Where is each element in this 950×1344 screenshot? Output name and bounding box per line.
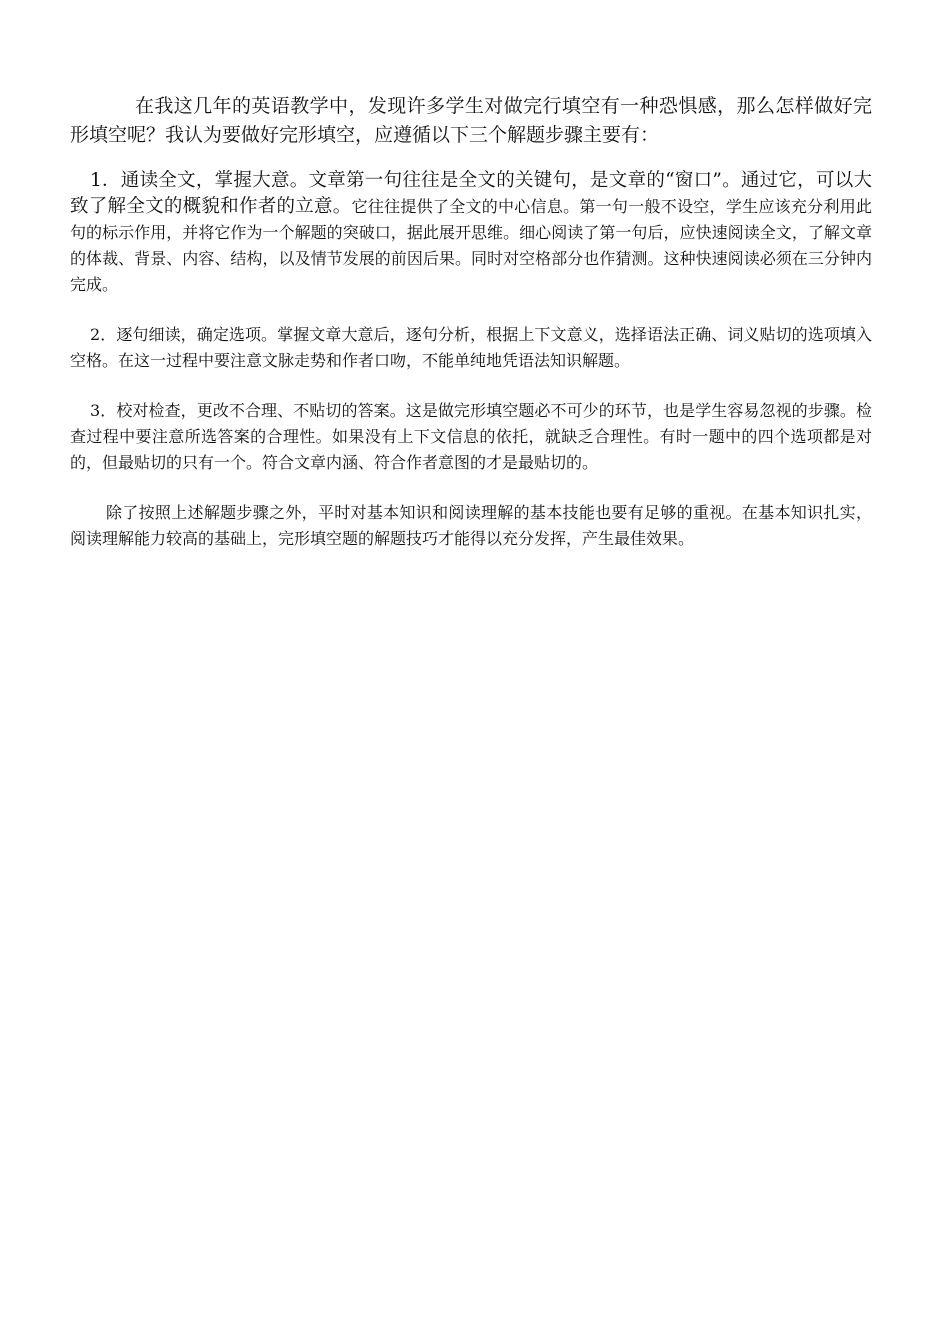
step-1-body: 它往往提供了全文的中心信息。第一句一般不设空，学生应该充分利用此句的标示作用，并将它作为一个解题的突破口，据此展开思维。细心阅读了第一句后，应快速阅读全文，了解文章的体裁、背景、内容、结构，以及情节发展的前因后果。同时对空格部分也作猜测。这种快速阅读必须在三分钟内完成。 xyxy=(70,197,872,294)
intro-paragraph: 在我这几年的英语教学中，发现许多学生对做完行填空有一种恐惧感，那么怎样做好完形填空呢？我认为要做好完形填空，应遵循以下三个解题步骤主要有： xyxy=(70,95,872,146)
document-page xyxy=(70,92,872,552)
step-2-paragraph: 2．逐句细读，确定选项。掌握文章大意后，逐句分析，根据上下文意义，选择语法正确、词义贴切的选项填入空格。在这一过程中要注意文脉走势和作者口吻，不能单纯地凭语法知识解题。 xyxy=(70,325,872,370)
step-1-lead: 1．通读全文，掌握大意。文章第一句往往是全文的关键句，是文章的“窗口”。通过它，可以大致了解全文的概貌和作者的立意。 xyxy=(70,170,872,217)
step-1-paragraph xyxy=(70,168,872,298)
closing-paragraph: 除了按照上述解题步骤之外，平时对基本知识和阅读理解的基本技能也要有足够的重视。在基本知识扎实，阅读理解能力较高的基础上，完形填空题的解题技巧才能得以充分发挥，产生最佳效果。 xyxy=(70,503,872,548)
step-3-paragraph: 3．校对检查，更改不合理、不贴切的答案。这是做完形填空题必不可少的环节，也是学生容易忽视的步骤。检查过程中要注意所选答案的合理性。如果没有上下文信息的依托，就缺乏合理性。有时一题中的四个选项都是对的，但最贴切的只有一个。符合文章内涵、符合作者意图的才是最贴切的。 xyxy=(70,401,872,472)
